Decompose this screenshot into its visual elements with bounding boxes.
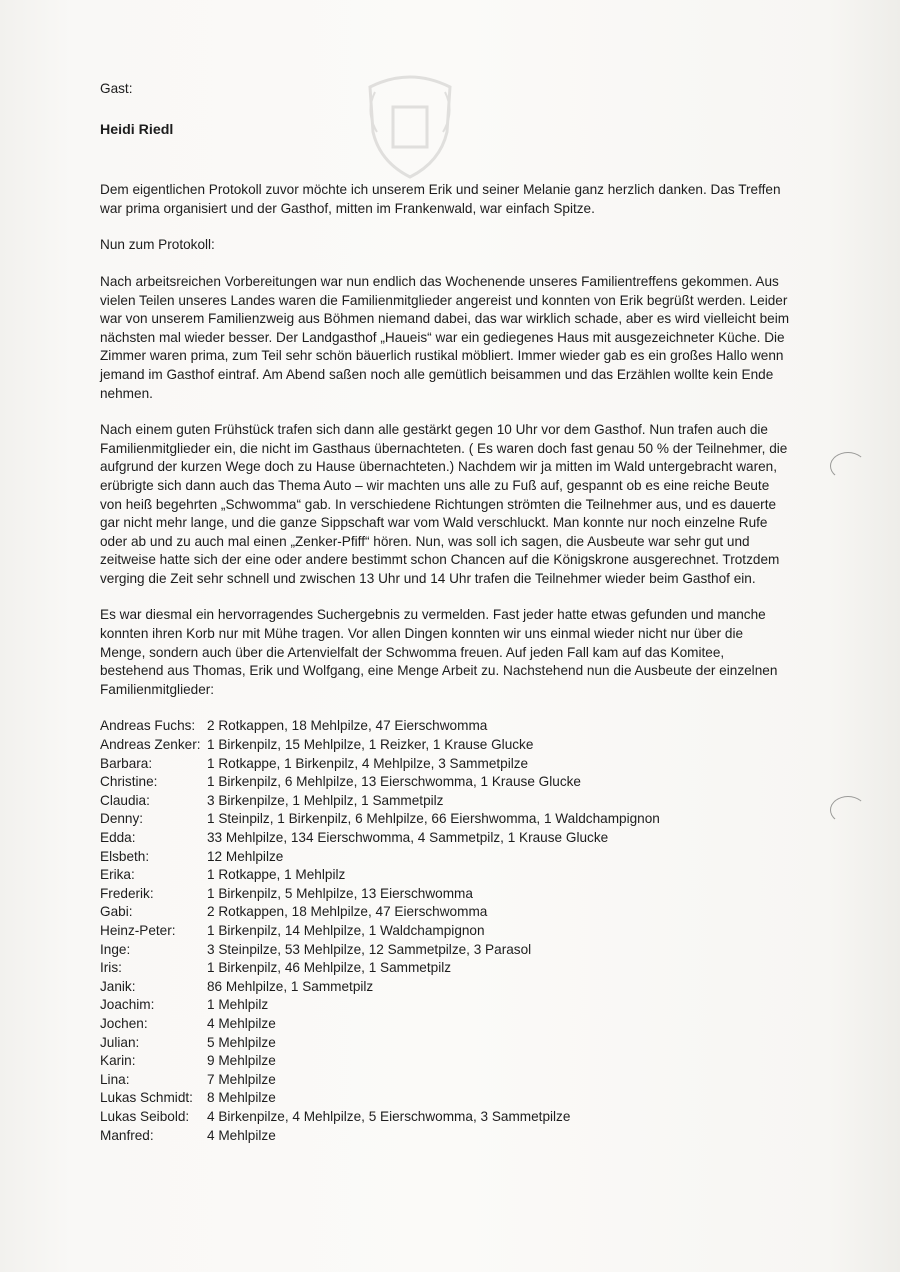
result-paragraph: Es war diesmal ein hervorragendes Suchergebnis zu vermelden. Fast jeder hatte etwas gefunden und manche konnten ihren Korb nur mit Mühe tragen. Vor allen Dingen konnten wir uns einmal wieder nicht nur über die Menge, sondern auch über die Artenvielfalt der Schwomma freuen. Auf jeden Fall kam auf das Komitee, bestehend aus Thomas, Erik und Wolfgang, eine Menge Arbeit zu. Nachstehend nun die Ausbeute der einzelnen Familienmitglieder:: [100, 607, 778, 697]
member-yield: 7 Mehlpilze: [207, 1071, 276, 1087]
member-yield: 1 Birkenpilz, 6 Mehlpilze, 13 Eierschwomma, 1 Krause Glucke: [207, 774, 581, 790]
member-yield: 3 Steinpilze, 53 Mehlpilze, 12 Sammetpilze, 3 Parasol: [207, 941, 532, 957]
member-name: Elsbeth:: [100, 848, 150, 864]
list-item: [100, 903, 790, 922]
member-name: Gabi:: [100, 904, 133, 920]
list-item: [100, 1108, 790, 1127]
member-yield: 2 Rotkappen, 18 Mehlpilze, 47 Eierschwomma: [207, 904, 488, 920]
member-yield: 86 Mehlpilze, 1 Sammetpilz: [207, 978, 374, 994]
member-yield: 1 Birkenpilz, 5 Mehlpilze, 13 Eierschwomma: [207, 885, 473, 901]
thanks-paragraph: Dem eigentlichen Protokoll zuvor möchte ich unserem Erik und seiner Melanie ganz herzlich danken. Das Treffen war prima organisiert und der Gasthof, mitten im Frankenwald, war einfach Spitze.: [100, 182, 781, 216]
list-item: [100, 792, 790, 811]
member-name: Andreas Zenker:: [100, 737, 201, 753]
member-name: Iris:: [100, 960, 122, 976]
member-yield: 4 Mehlpilze: [207, 1015, 276, 1031]
guest-name: Heidi Riedl: [100, 121, 174, 138]
member-name: Denny:: [100, 811, 144, 827]
list-item: [100, 736, 790, 755]
member-name: Christine:: [100, 774, 158, 790]
member-yield: 1 Rotkappe, 1 Birkenpilz, 4 Mehlpilze, 3 Sammetpilze: [207, 755, 529, 771]
member-name: Lina:: [100, 1071, 130, 1087]
punch-hole-icon: [830, 452, 866, 480]
list-item: [100, 1071, 790, 1090]
list-item: [100, 922, 790, 941]
search-paragraph: Nach einem guten Frühstück trafen sich dann alle gestärkt gegen 10 Uhr vor dem Gasthof. Nun trafen auch die Familienmitglieder ein, die nicht im Gasthaus übernachteten. ( Es waren doch fast genau 50 % der Teilnehmer, die aufgrund der kurzen Wege doch zu Hause übernachteten.) Nachdem wir ja mitten im Wald untergebracht waren, erübrigte sich dann auch das Thema Auto – wir machten uns alle zu Fuß auf, gespannt ob es eine reiche Beute von heiß begehrten „Schwomma“ gab. In verschiedene Richtungen strömten die Teilnehmer aus, und es dauerte gar nicht mehr lange, und die ganze Sippschaft war vom Wald verschluckt. Man konnte nur noch einzelne Rufe oder ab und zu auch mal einen „Zenker-Pfiff“ hören. Nun, was soll ich sagen, die Ausbeute war sehr gut und zeitweise hatte sich der eine oder andere bestimmt schon Chancen auf die Königskrone ausgerechnet. Trotzdem verging die Zeit sehr schnell und zwischen 13 Uhr und 14 Uhr trafen die Teilnehmer wieder beim Gasthof ein.: [100, 422, 788, 586]
member-name: Karin:: [100, 1053, 136, 1069]
list-item: [100, 978, 790, 997]
member-yield: 2 Rotkappen, 18 Mehlpilze, 47 Eierschwomma: [207, 718, 488, 734]
list-item: [100, 1127, 790, 1146]
member-name: Andreas Fuchs:: [100, 718, 196, 734]
protocol-text: [100, 80, 790, 1145]
list-item: [100, 848, 790, 867]
member-name: Frederik:: [100, 885, 154, 901]
member-name: Joachim:: [100, 997, 155, 1013]
harvest-list: [100, 717, 790, 1145]
member-name: Janik:: [100, 978, 136, 994]
list-item: [100, 1089, 790, 1108]
list-item: [100, 996, 790, 1015]
protocol-intro: Nun zum Protokoll:: [100, 237, 215, 253]
member-yield: 12 Mehlpilze: [207, 848, 284, 864]
guest-label: Gast:: [100, 81, 133, 96]
member-yield: 4 Mehlpilze: [207, 1127, 276, 1143]
punch-hole-icon: [830, 796, 866, 824]
list-item: [100, 959, 790, 978]
list-item: [100, 941, 790, 960]
member-yield: 33 Mehlpilze, 134 Eierschwomma, 4 Sammetpilz, 1 Krause Glucke: [207, 830, 609, 845]
list-item: [100, 810, 790, 829]
list-item: [100, 755, 790, 774]
member-yield: 5 Mehlpilze: [207, 1034, 276, 1050]
member-name: Julian:: [100, 1034, 140, 1050]
member-yield: 1 Birkenpilz, 14 Mehlpilze, 1 Waldchampignon: [207, 922, 485, 938]
member-name: Lukas Schmidt:: [100, 1090, 193, 1106]
member-yield: 4 Birkenpilze, 4 Mehlpilze, 5 Eierschwomma, 3 Sammetpilze: [207, 1108, 571, 1124]
member-name: Heinz-Peter:: [100, 922, 176, 938]
member-yield: 9 Mehlpilze: [207, 1053, 276, 1069]
member-name: Edda:: [100, 830, 136, 845]
member-name: Jochen:: [100, 1015, 148, 1031]
list-item: [100, 885, 790, 904]
member-yield: 8 Mehlpilze: [207, 1090, 276, 1106]
list-item: [100, 1052, 790, 1071]
member-name: Erika:: [100, 867, 135, 883]
list-item: [100, 1034, 790, 1053]
member-name: Lukas Seibold:: [100, 1108, 190, 1124]
arrival-paragraph: Nach arbeitsreichen Vorbereitungen war nun endlich das Wochenende unseres Familientreffens gekommen. Aus vielen Teilen unseres Landes waren die Familienmitglieder angereist und konnten von Erik begrüßt werden. Leider war von unserem Familienzweig aus Böhmen niemand dabei, das war wirklich schade, aber es wird vielleicht beim nächsten mal wieder besser. Der Landgasthof „Haueis“ war ein gediegenes Haus mit ausgezeichneter Küche. Die Zimmer waren prima, zum Teil sehr schön bäuerlich rustikal möbliert. Immer wieder gab es ein großes Hallo wenn jemand im Gasthof eintraf. Am Abend saßen noch alle gemütlich beisammen und das Erzählen wollte kein Ende nehmen.: [100, 273, 790, 401]
list-item: [100, 717, 790, 736]
list-item: [100, 773, 790, 792]
list-item: [100, 829, 790, 848]
member-name: Barbara:: [100, 755, 153, 771]
member-yield: 1 Steinpilz, 1 Birkenpilz, 6 Mehlpilze, 66 Eiershwomma, 1 Waldchampignon: [207, 811, 660, 827]
member-name: Inge:: [100, 941, 131, 957]
member-name: Claudia:: [100, 792, 150, 808]
member-name: Manfred:: [100, 1127, 154, 1143]
member-yield: 3 Birkenpilze, 1 Mehlpilz, 1 Sammetpilz: [207, 792, 444, 808]
list-item: [100, 866, 790, 885]
list-item: [100, 1015, 790, 1034]
member-yield: 1 Rotkappe, 1 Mehlpilz: [207, 867, 346, 883]
member-yield: 1 Mehlpilz: [207, 997, 269, 1013]
member-yield: 1 Birkenpilz, 15 Mehlpilze, 1 Reizker, 1 Krause Glucke: [207, 737, 534, 753]
member-yield: 1 Birkenpilz, 46 Mehlpilze, 1 Sammetpilz: [207, 960, 452, 976]
